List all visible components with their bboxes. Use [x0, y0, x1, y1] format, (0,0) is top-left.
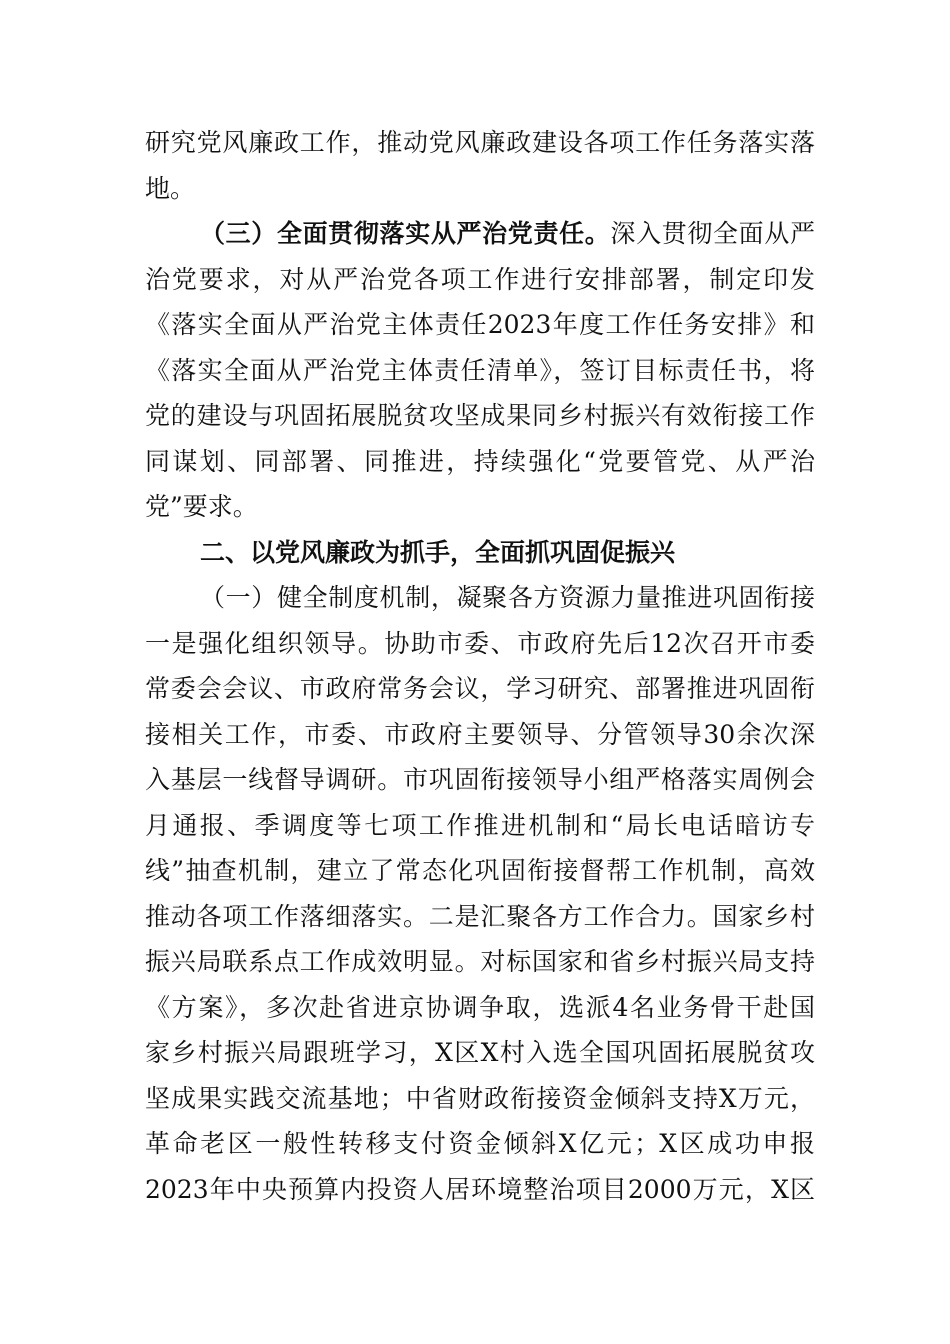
paragraph-line: 治党要求，对从严治党各项工作进行安排部署，制定印发: [145, 264, 815, 294]
section-3-first-line-rest: 深入贯彻全面从严: [610, 219, 815, 248]
paragraph-line: 振兴局联系点工作成效明显。对标国家和省乡村振兴局支持: [145, 947, 815, 976]
paragraph-line: 地。: [145, 173, 196, 203]
paragraph-line: 党”要求。: [145, 492, 258, 521]
paragraph-line: 线”抽查机制，建立了常态化巩固衔接督帮工作机制，高效: [145, 856, 815, 885]
paragraph-line: 入基层一线督导调研。市巩固衔接领导小组严格落实周例会: [145, 765, 815, 794]
document-body: [145, 120, 815, 1212]
paragraph-line: 《落实全面从严治党主体责任2023年度工作任务安排》和: [145, 310, 815, 339]
section-heading-2: 二、以党风廉政为抓手，全面抓巩固促振兴: [200, 537, 676, 567]
paragraph-line: 坚成果实践交流基地；中省财政衔接资金倾斜支持X万元，: [145, 1083, 815, 1113]
paragraph-line: 研究党风廉政工作，推动党风廉政建设各项工作任务落实落: [145, 128, 815, 157]
paragraph-line: 党的建设与巩固拓展脱贫攻坚成果同乡村振兴有效衔接工作: [145, 401, 815, 430]
paragraph-line: 推动各项工作落细落实。二是汇聚各方工作合力。国家乡村: [145, 901, 815, 931]
paragraph-line: 一是强化组织领导。协助市委、市政府先后12次召开市委: [145, 628, 815, 658]
subsection-1-title: （一）健全制度机制，凝聚各方资源力量推进巩固衔接: [200, 583, 815, 612]
section-3-lead: （三）全面贯彻落实从严治党责任。: [200, 219, 611, 248]
paragraph-line: 《落实全面从严治党主体责任清单》，签订目标责任书，将: [145, 355, 815, 385]
paragraph-line: 月通报、季调度等七项工作推进机制和“局长电话暗访专: [145, 810, 815, 840]
paragraph-line: 家乡村振兴局跟班学习，X区X村入选全国巩固拓展脱贫攻: [145, 1038, 815, 1067]
paragraph-line: 革命老区一般性转移支付资金倾斜X亿元；X区成功申报: [145, 1129, 815, 1158]
paragraph-line: 2023年中央预算内投资人居环境整治项目2000万元，X区: [145, 1174, 815, 1204]
section-3-first-line: [145, 211, 815, 257]
paragraph-line: 《方案》，多次赴省进京协调争取，选派4名业务骨干赴国: [145, 992, 815, 1022]
paragraph-line: 常委会会议、市政府常务会议，学习研究、部署推进巩固衔: [145, 674, 815, 703]
paragraph-line: 接相关工作，市委、市政府主要领导、分管领导30余次深: [145, 719, 815, 749]
paragraph-line: 同谋划、同部署、同推进，持续强化“党要管党、从严治: [145, 446, 815, 476]
